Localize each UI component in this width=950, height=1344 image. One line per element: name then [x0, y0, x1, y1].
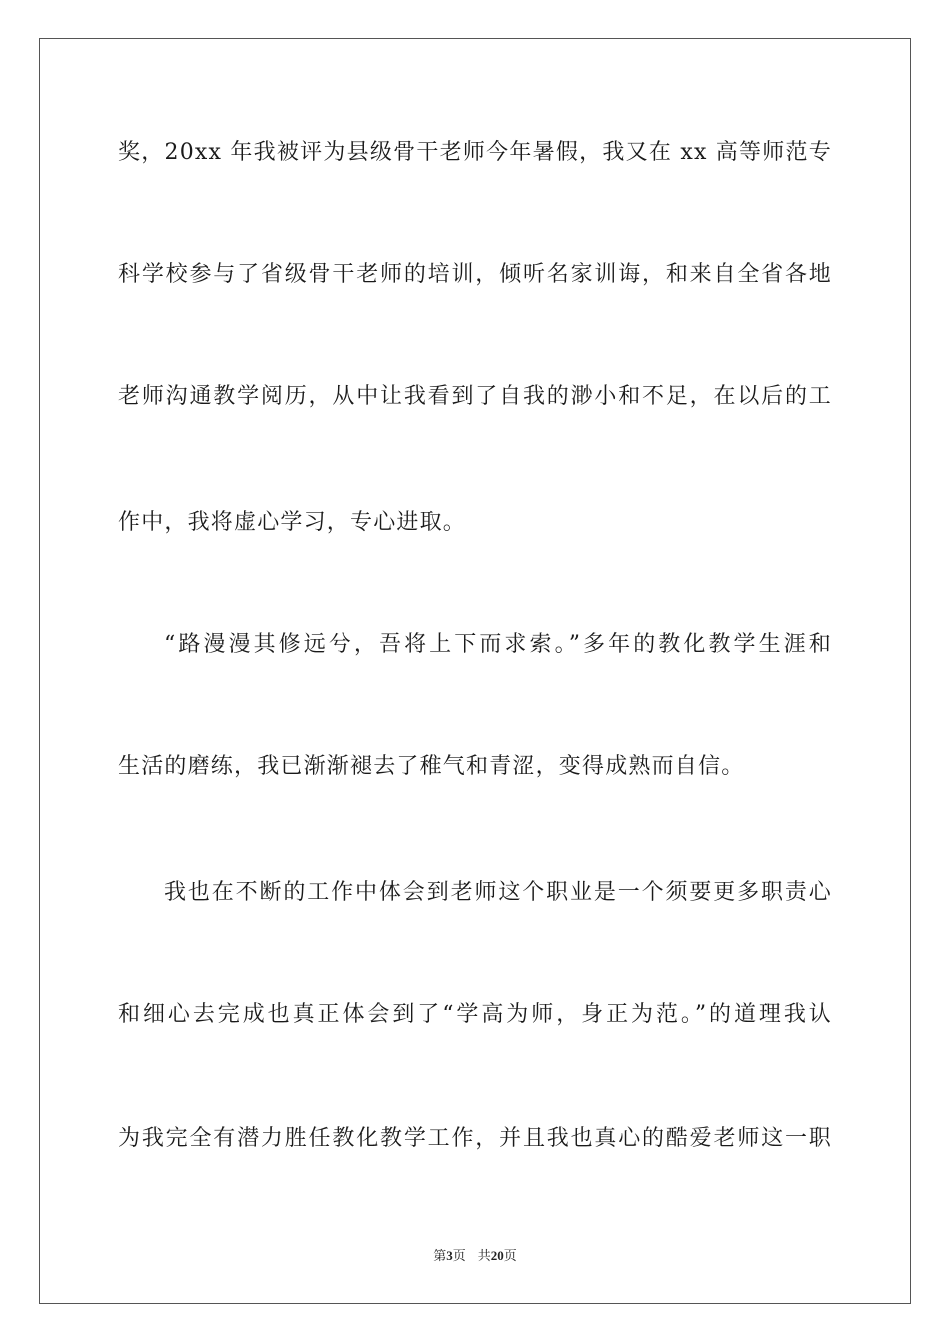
- footer-total-suffix: 页: [503, 1249, 517, 1264]
- page-border: [39, 38, 911, 1304]
- footer-page-total: 20: [490, 1248, 504, 1263]
- footer-total-prefix: 共: [477, 1249, 491, 1264]
- text-line-5: “路漫漫其修远兮，吾将上下而求索。”多年的教化教学生涯和: [164, 632, 832, 657]
- footer-page-current: 3: [446, 1248, 453, 1263]
- text-line-7: 我也在不断的工作中体会到老师这个职业是一个须要更多职责心: [164, 880, 832, 905]
- footer-page-prefix: 第: [433, 1249, 447, 1264]
- text-line-1: 奖，20xx 年我被评为县级骨干老师今年暑假，我又在 xx 高等师范专: [118, 140, 832, 165]
- text-line-6: 生活的磨练，我已渐渐褪去了稚气和青涩，变得成熟而自信。: [118, 754, 745, 779]
- footer-page-mid: 页: [452, 1249, 466, 1264]
- page-footer: [0, 1247, 950, 1266]
- text-line-2: 科学校参与了省级骨干老师的培训，倾听名家训诲，和来自全省各地: [118, 262, 832, 287]
- text-line-4: 作中，我将虚心学习，专心进取。: [118, 510, 467, 535]
- text-line-3: 老师沟通教学阅历，从中让我看到了自我的渺小和不足，在以后的工: [118, 384, 832, 409]
- text-line-9: 为我完全有潜力胜任教化教学工作，并且我也真心的酷爱老师这一职: [118, 1126, 832, 1151]
- text-line-8: 和细心去完成也真正体会到了“学高为师，身正为范。”的道理我认: [118, 1002, 832, 1027]
